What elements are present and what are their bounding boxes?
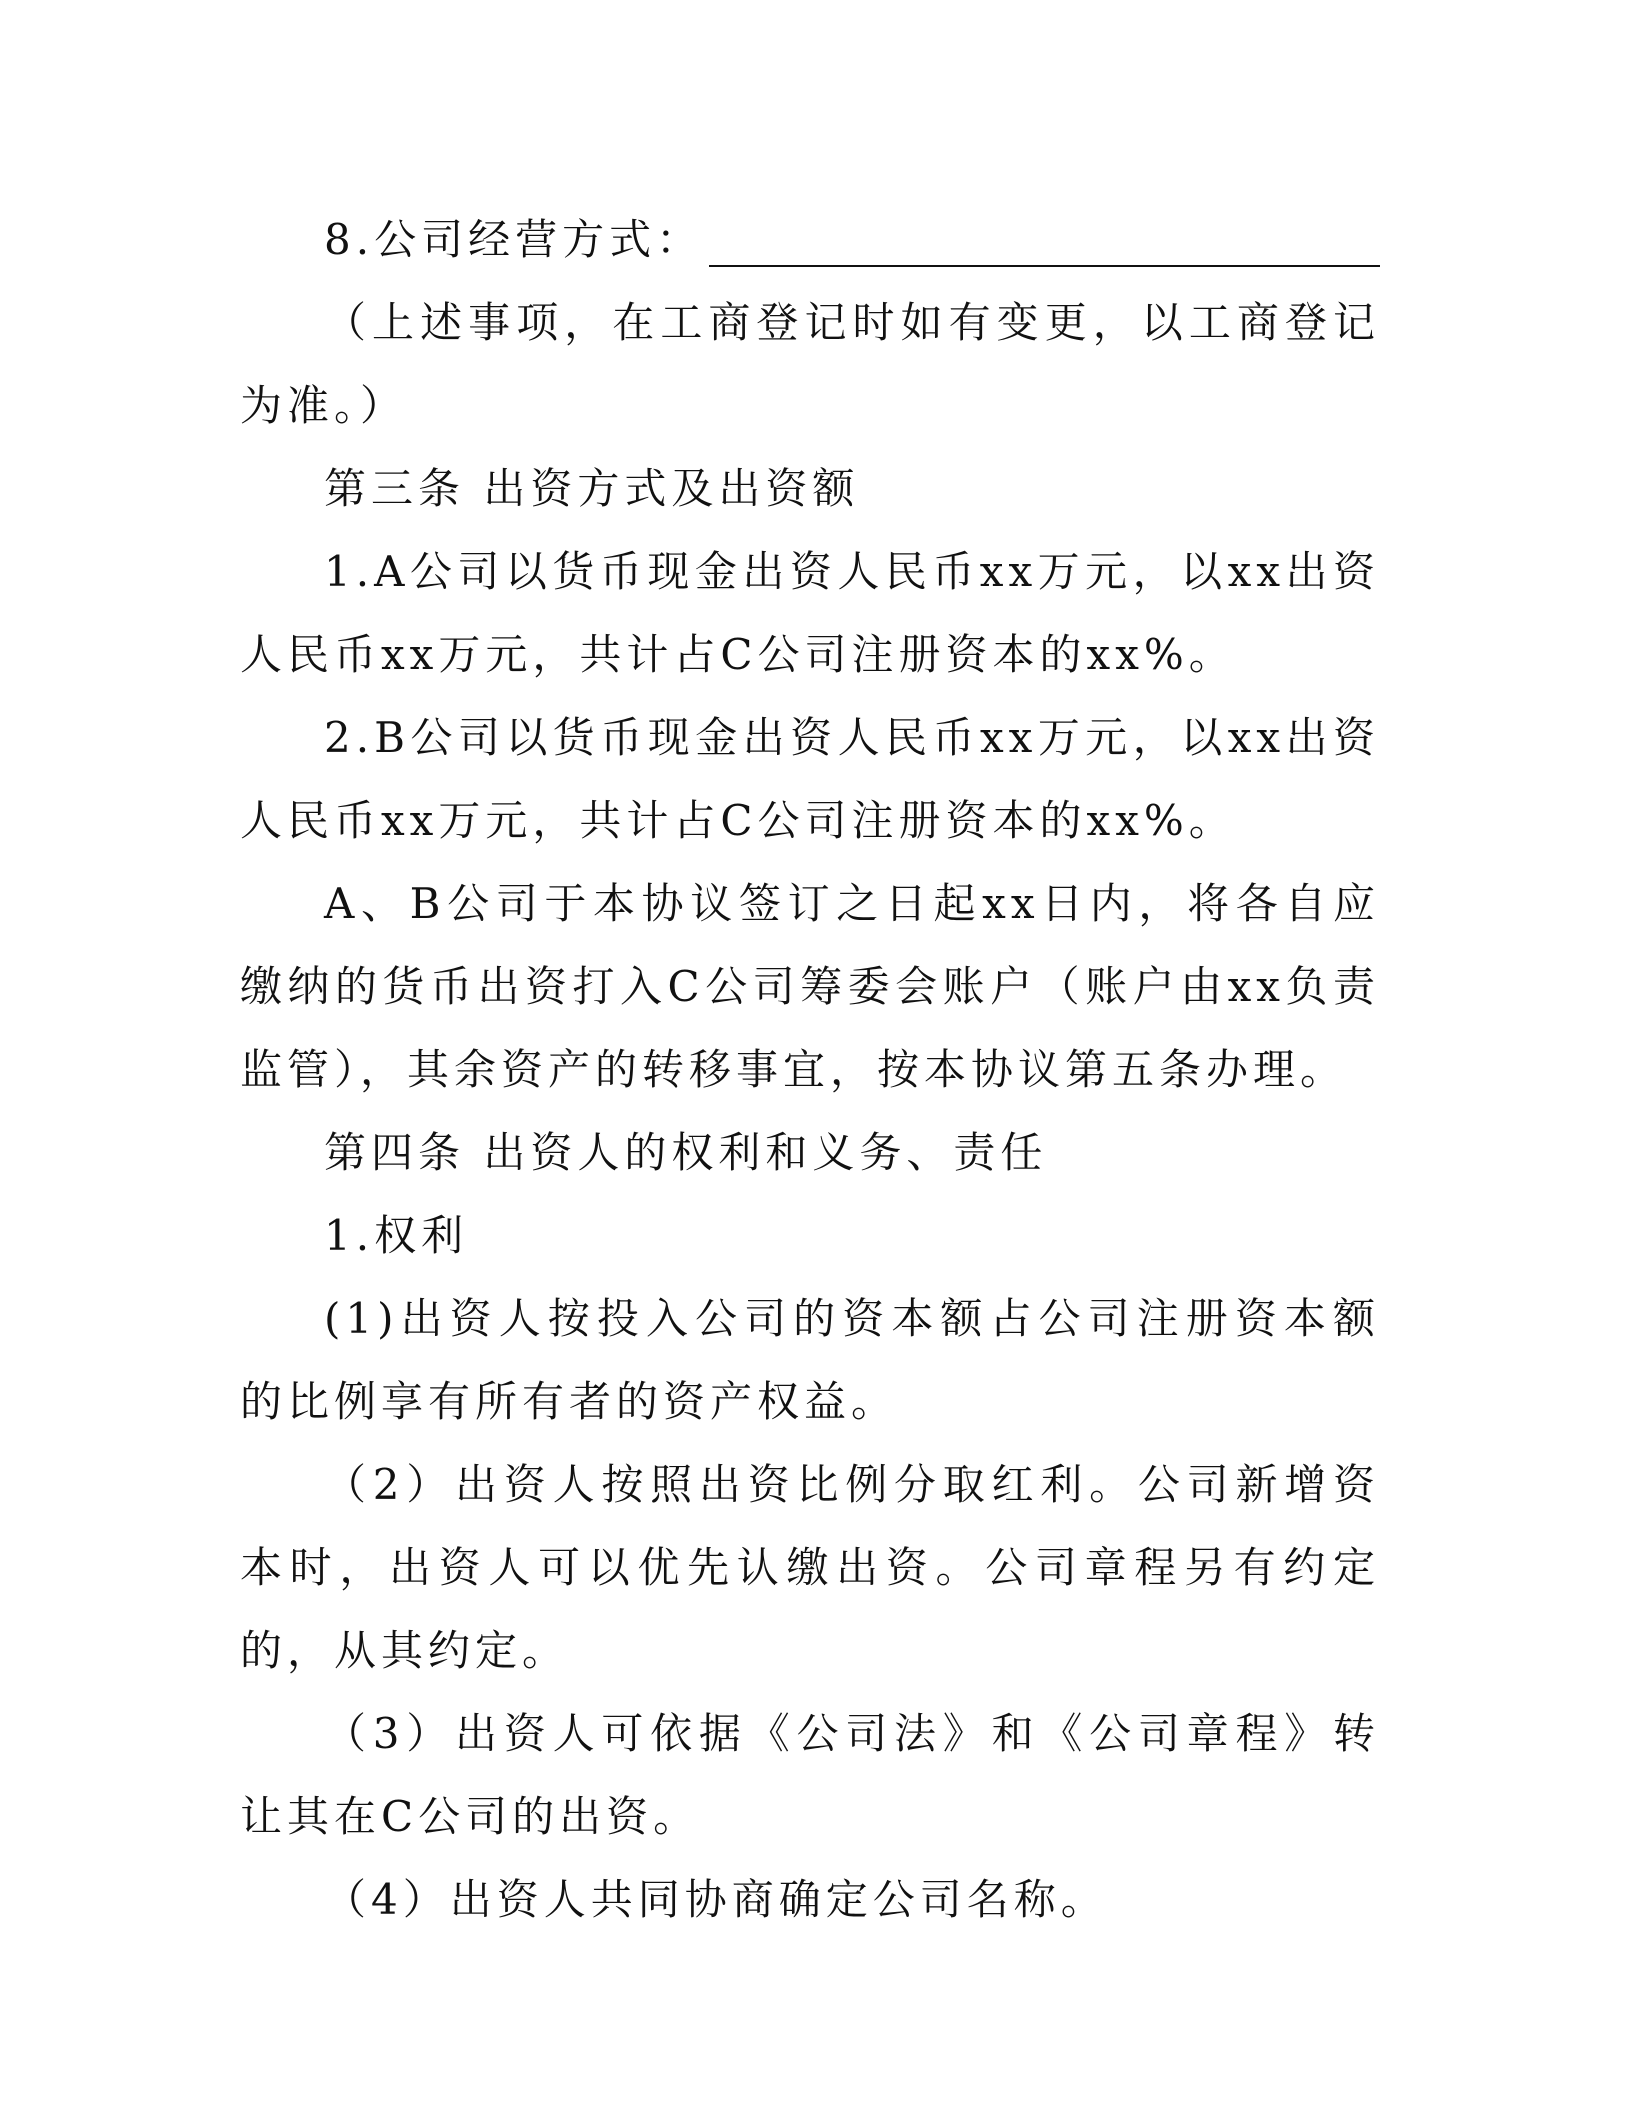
rights-heading: 1.权利	[324, 1211, 469, 1260]
right-item-3: （3）出资人可依据《公司法》和《公司章程》转让其在C公司的出资。	[240, 1709, 1380, 1841]
business-mode-label: 8.公司经营方式：	[324, 215, 704, 264]
registration-note: （上述事项，在工商登记时如有变更，以工商登记为准。）	[240, 298, 1380, 430]
right-item-4: （4）出资人共同协商确定公司名称。	[324, 1875, 1108, 1924]
business-mode-field	[240, 198, 1380, 281]
company-a-contribution: 1.A公司以货币现金出资人民币xx万元，以xx出资人民币xx万元，共计占C公司注册资本的xx%。	[240, 547, 1380, 679]
article-4-title: 第四条 出资人的权利和义务、责任	[324, 1128, 1048, 1177]
right-item-1: (1)出资人按投入公司的资本额占公司注册资本额的比例享有所有者的资产权益。	[240, 1294, 1380, 1426]
document-body	[240, 198, 1380, 1941]
article-3-title: 第三条 出资方式及出资额	[324, 464, 860, 513]
payment-clause: A、B公司于本协议签订之日起xx日内，将各自应缴纳的货币出资打入C公司筹委会账户（账户由xx负责监管），其余资产的转移事宜，按本协议第五条办理。	[240, 879, 1380, 1094]
business-mode-blank-line	[709, 213, 1380, 267]
right-item-2: （2）出资人按照出资比例分取红利。公司新增资本时，出资人可以优先认缴出资。公司章程另有约定的，从其约定。	[240, 1460, 1380, 1675]
company-b-contribution: 2.B公司以货币现金出资人民币xx万元，以xx出资人民币xx万元，共计占C公司注册资本的xx%。	[240, 713, 1380, 845]
